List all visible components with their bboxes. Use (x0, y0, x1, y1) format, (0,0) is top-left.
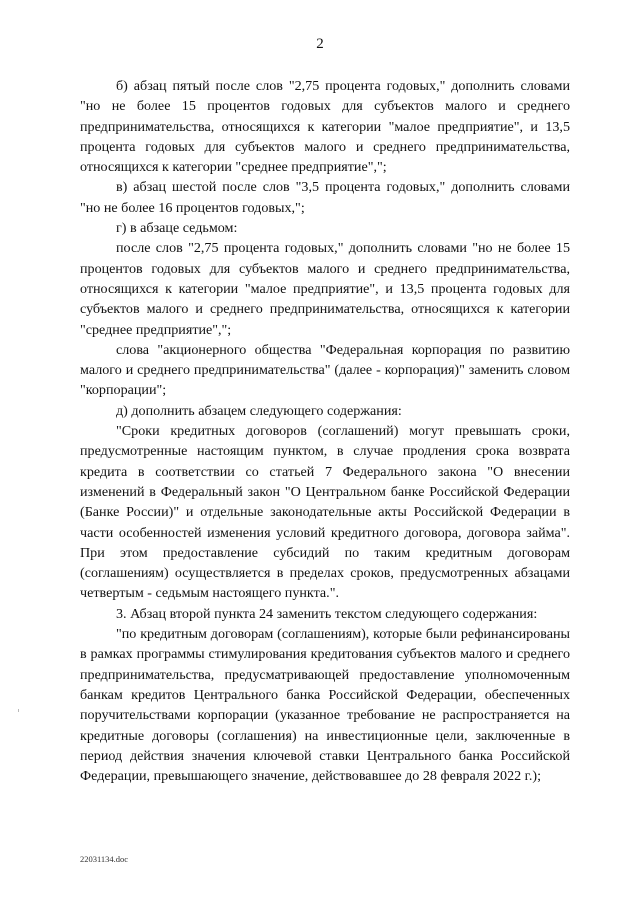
paragraph-3-text: "по кредитным договорам (соглашениям), которые были рефинансированы в рамках программы стимулирования кредитования субъектов малого и среднего предпринимательства, предусматривающей предоставление уполномоченным банкам кредитов Центрального банка Российской Федерации, обеспеченных поручительствами корпорации (указанное требование не распространяется на кредитные договоры (соглашения) на инвестиционные цели, заключенные в период действия значения ключевой ставки Центрального банка Российской Федерации, превышающего значение, действовавшее до 28 февраля 2022 г.); (80, 626, 570, 785)
paragraph-b: б) абзац пятый после слов "2,75 процента годовых," дополнить словами "но не более 15 процентов годовых для субъектов малого и среднего предпринимательства, относящихся к категории "малое предприятие", и 13,5 процента годовых для субъектов малого и среднего предпринимательства, относящихся к категории "среднее предприятие","; (80, 78, 570, 176)
paragraph-d: д) дополнить абзацем следующего содержания: (116, 402, 402, 419)
paragraph-g: г) в абзаце седьмом: (116, 220, 238, 237)
scan-speck (18, 709, 19, 712)
paragraph-v: в) абзац шестой после слов "3,5 процента годовых," дополнить словами "но не более 16 процентов годовых,"; (80, 179, 570, 216)
page-number: 2 (316, 36, 324, 52)
paragraph-g-second: слова "акционерного общества "Федеральная корпорация по развитию малого и среднего предпринимательства" (далее - корпорация)" заменить словом "корпорации"; (80, 341, 570, 399)
paragraph-g-first: после слов "2,75 процента годовых," дополнить словами "но не более 15 процентов годовых для субъектов малого и среднего предпринимательства, относящихся к категории "малое предприятие", и 13,5 процента годовых для субъектов малого и среднего предпринимательства, относящихся к категории "среднее предприятие","; (80, 240, 570, 338)
paragraph-3: 3. Абзац второй пункта 24 заменить текстом следующего содержания: (116, 605, 538, 622)
paragraph-d-text: "Сроки кредитных договоров (соглашений) могут превышать сроки, предусмотренные настоящим пунктом, в случае продления срока возврата кредита в соответствии со статьей 7 Федерального закона "О внесении изменений в Федеральный закон "О Центральном банке Российской Федерации (Банке России)" и отдельные законодательные акты Российской Федерации в части особенностей изменения условий кредитного договора, договора займа". При этом предоставление субсидий по таким кредитным договорам (соглашениям) осуществляется в пределах сроков, предусмотренных абзацами четвертым - седьмым настоящего пункта.". (80, 423, 570, 602)
document-code: 22031134.doc (80, 854, 129, 864)
document-body (80, 76, 570, 786)
